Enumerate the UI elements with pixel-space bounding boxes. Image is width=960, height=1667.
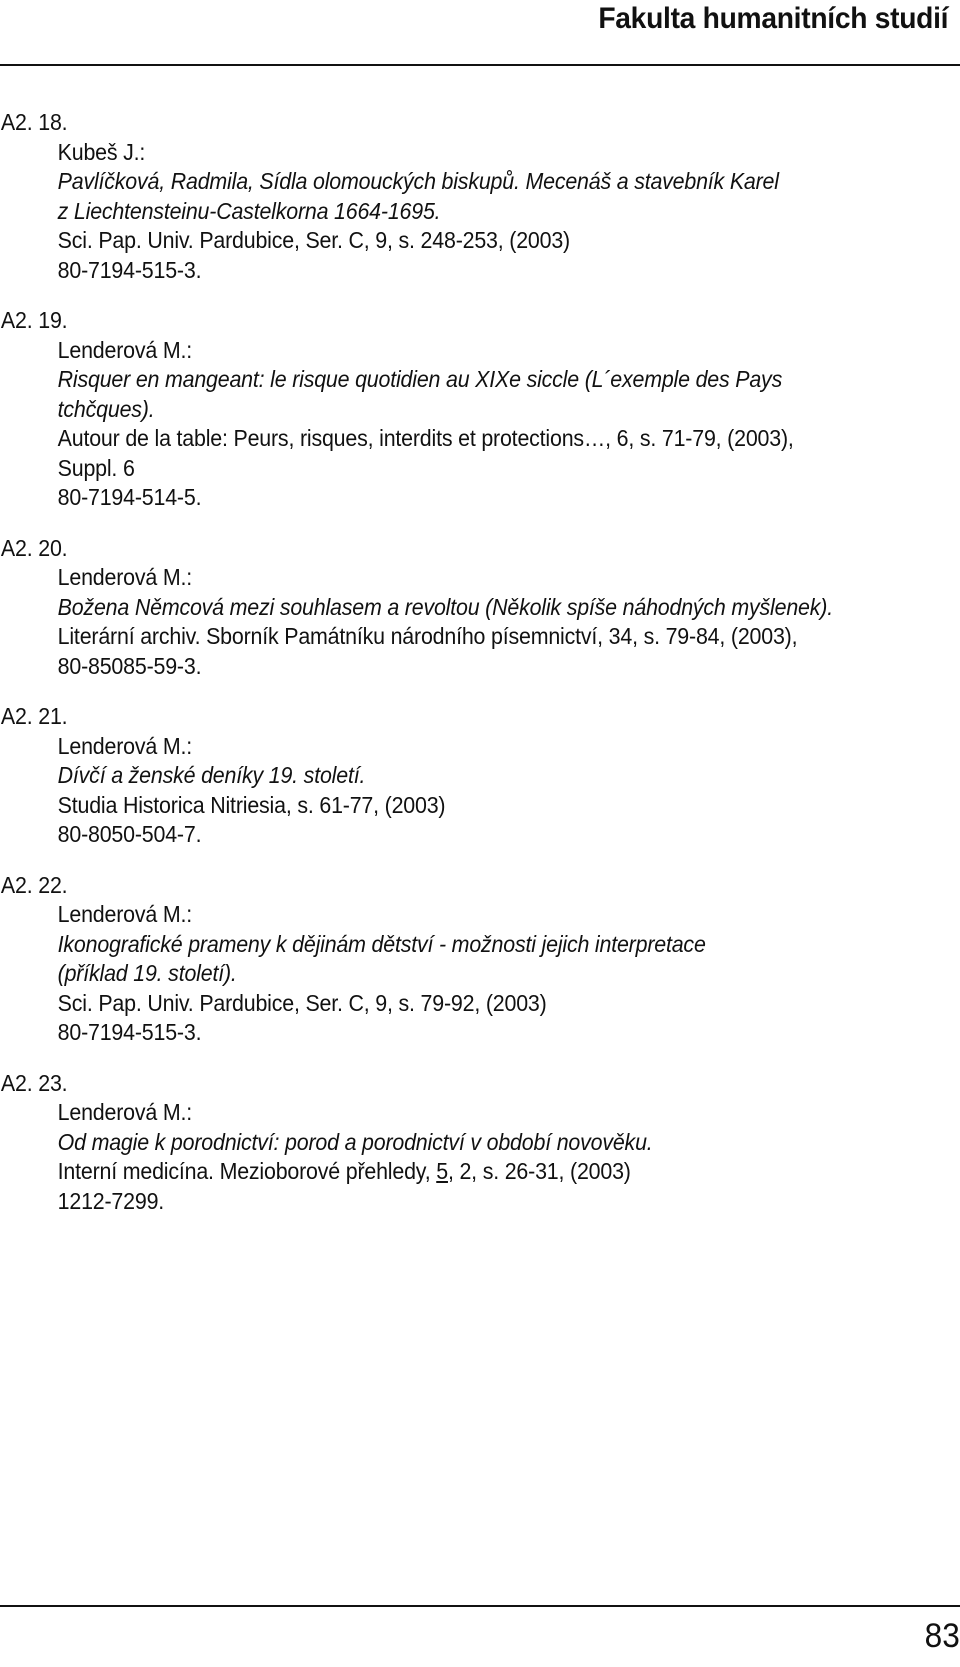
entry-title-line: z Liechtensteinu-Castelkorna 1664-1695. — [57, 197, 441, 224]
entry-source: Sci. Pap. Univ. Pardubice, Ser. C, 9, s. 248-253, (2003) — [57, 227, 570, 253]
entry-author: Lenderová M.: — [57, 732, 192, 759]
publication-entry-a2-22 — [0, 871, 960, 1048]
entry-number: A2. 20. — [0, 534, 68, 561]
page-number: 83 — [924, 1617, 960, 1655]
entry-author: Lenderová M.: — [57, 336, 192, 363]
faculty-title: Fakulta humanitních studií — [598, 2, 948, 35]
entry-source — [0, 1157, 893, 1187]
page-header — [0, 0, 960, 66]
entry-isbn: 80-7194-515-3. — [57, 256, 202, 283]
entry-author: Lenderová M.: — [57, 564, 192, 590]
entry-title-line: Božena Němcová mezi souhlasem a revoltou (Několik spíše náhodných myšlenek). — [57, 593, 833, 620]
entry-source: Autour de la table: Peurs, risques, interdits et protections…, 6, s. 71-79, (2003), — [57, 425, 794, 451]
publication-entry-a2-19 — [0, 306, 960, 513]
entry-isbn: 80-7194-515-3. — [57, 1019, 202, 1045]
entry-author: Lenderová M.: — [57, 901, 192, 927]
entry-isbn: 80-85085-59-3. — [57, 652, 202, 679]
header-rule — [0, 64, 960, 66]
entry-source: Studia Historica Nitriesia, s. 61-77, (2003) — [57, 791, 446, 818]
entry-title-line: Ikonografické prameny k dějinám dětství - možnosti jejich interpretace — [57, 930, 706, 957]
entry-source-volume: 5 — [436, 1158, 448, 1184]
entry-title-line: Pavlíčková, Radmila, Sídla olomouckých biskupů. Mecenáš a stavebník Karel — [57, 168, 779, 194]
entry-source: Sci. Pap. Univ. Pardubice, Ser. C, 9, s. 79-92, (2003) — [57, 989, 547, 1016]
publication-entry-a2-23 — [0, 1069, 960, 1217]
entry-issn: 1212-7299. — [57, 1187, 165, 1214]
entry-source: Literární archiv. Sborník Památníku národního písemnictví, 34, s. 79-84, (2003), — [57, 623, 798, 649]
entry-source-pages: , 2, s. 26-31, (2003) — [447, 1158, 631, 1184]
entry-number: A2. 22. — [0, 871, 68, 898]
entry-title-line: Dívčí a ženské deníky 19. století. — [57, 762, 366, 788]
publication-list — [0, 108, 960, 1237]
entry-number: A2. 18. — [0, 109, 68, 135]
entry-isbn: 80-8050-504-7. — [57, 821, 202, 847]
entry-author: Kubeš J.: — [57, 138, 146, 165]
entry-number: A2. 23. — [0, 1069, 68, 1096]
publication-entry-a2-18 — [0, 108, 960, 285]
entry-title-line: Risquer en mangeant: le risque quotidien au XIXe siccle (L´exemple des Pays — [57, 366, 783, 392]
publication-entry-a2-21 — [0, 702, 960, 850]
footer-rule — [0, 1605, 960, 1607]
entry-title-line: tchčques). — [57, 395, 155, 422]
entry-number: A2. 21. — [0, 703, 68, 729]
entry-title-line: (příklad 19. století). — [57, 960, 237, 986]
entry-source: Suppl. 6 — [57, 454, 135, 481]
entry-source-journal: Interní medicína. Mezioborové přehledy, — [57, 1158, 437, 1184]
publication-entry-a2-20 — [0, 534, 960, 682]
entry-title-line: Od magie k porodnictví: porod a porodnictví v období novověku. — [57, 1128, 653, 1155]
entry-author: Lenderová M.: — [57, 1099, 192, 1125]
entry-isbn: 80-7194-514-5. — [57, 484, 202, 510]
entry-number: A2. 19. — [0, 307, 68, 333]
